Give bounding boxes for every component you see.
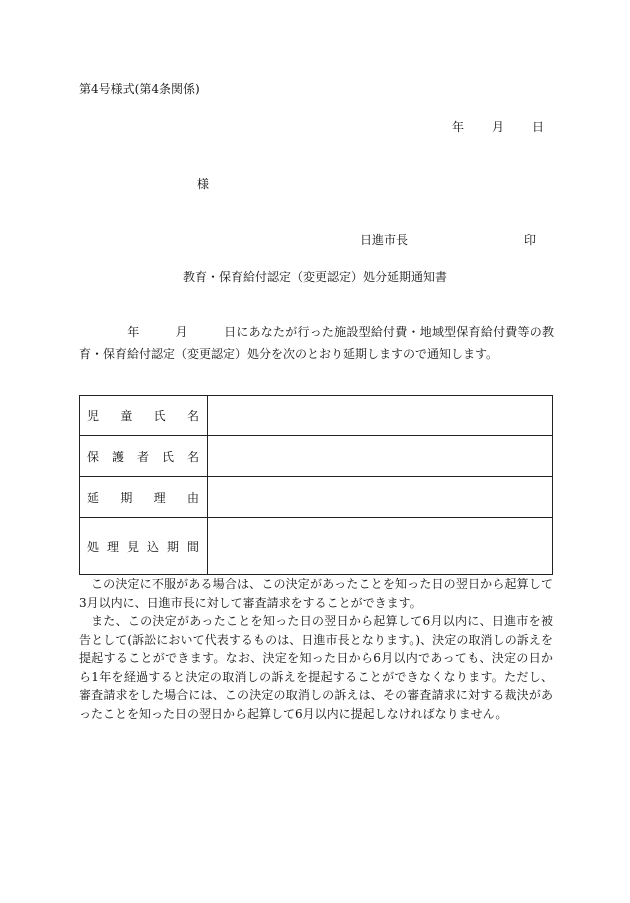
date-month-label: 月 <box>492 120 505 134</box>
row-label-guardian-name: 保護者氏名 <box>80 436 208 477</box>
row-label-child-name: 児童氏名 <box>80 396 208 436</box>
row-label-postpone-reason: 延期理由 <box>80 477 208 518</box>
document-title: 教育・保育給付認定（変更認定）処分延期通知書 <box>182 270 447 284</box>
recipient-honorific: 様 <box>197 177 210 191</box>
intro-paragraph <box>79 321 554 365</box>
intro-month-label: 月 <box>175 325 188 339</box>
date-year-label: 年 <box>452 120 465 134</box>
form-number: 第4号様式(第4条関係) <box>79 82 200 96</box>
row-value-guardian-name[interactable] <box>208 436 553 477</box>
table-row <box>80 477 553 518</box>
date-day-label: 日 <box>532 120 545 134</box>
intro-text: 日にあなたが行った施設型給付費・地域型保育給付費等の教育・保育給付認定（変更認定）処分を次のとおり延期しますので通知します。 <box>79 325 554 361</box>
date-line <box>452 118 544 135</box>
row-label-expected-period: 処理見込期間 <box>80 518 208 575</box>
row-value-child-name[interactable] <box>208 396 553 436</box>
notice-paragraph-lawsuit: また、この決定があったことを知った日の翌日から起算して6月以内に、日進市を被告として(訴訟において代表するものは、日進市長となります。)、決定の取消しの訴えを提起することができます。なお、決定を知った日から6月以内であっても、決定の日から1年を経過すると決定の取消しの訴えを提起することができなくなります。ただし、審査請求をした場合には、この決定の取消しの訴えは、その審査請求に対する裁決があったことを知った日の翌日から起算して6月以内に提起しなければなりません。 <box>79 614 553 721</box>
details-table <box>79 395 553 575</box>
intro-year-label: 年 <box>127 325 140 339</box>
row-value-expected-period[interactable] <box>208 518 553 575</box>
notice-section <box>79 575 553 723</box>
notice-paragraph-appeal: この決定に不服がある場合は、この決定があったことを知った日の翌日から起算して3月以内に、日進市長に対して審査請求をすることができます。 <box>79 577 553 610</box>
table-row <box>80 396 553 436</box>
issuer-title: 日進市長 <box>360 233 409 247</box>
table-row <box>80 436 553 477</box>
row-value-postpone-reason[interactable] <box>208 477 553 518</box>
seal-mark: 印 <box>523 233 536 247</box>
table-row <box>80 518 553 575</box>
